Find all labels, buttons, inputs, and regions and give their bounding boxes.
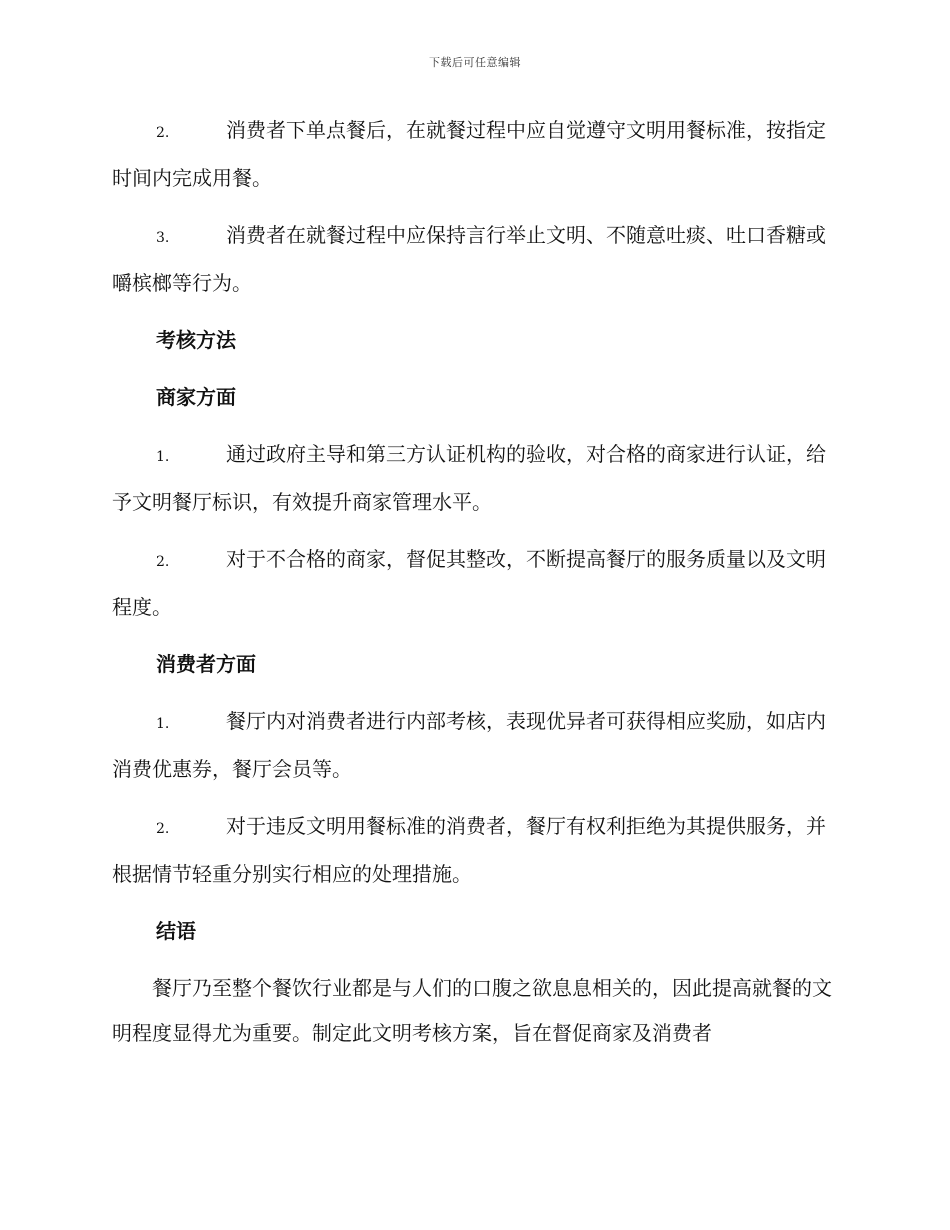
list-text: 对于不合格的商家，督促其整改，不断提高餐厅的服务质量以及文明程度。 xyxy=(112,547,826,619)
list-item xyxy=(112,432,834,525)
list-item xyxy=(112,804,834,897)
list-text: 消费者在就餐过程中应保持言行举止文明、不随意吐痰、吐口香糖或嚼槟榔等行为。 xyxy=(112,223,826,295)
list-text: 通过政府主导和第三方认证机构的验收，对合格的商家进行认证，给予文明餐厅标识，有效提升商家管理水平。 xyxy=(112,442,826,514)
list-number: 2. xyxy=(156,554,170,570)
page-header: 下载后可任意编辑 xyxy=(429,56,521,69)
list-item xyxy=(112,213,834,306)
list-item xyxy=(112,537,834,630)
section-heading-assessment: 考核方法 xyxy=(156,328,236,352)
list-text: 对于违反文明用餐标准的消费者，餐厅有权利拒绝为其提供服务，并根据情节轻重分别实行相应的处理措施。 xyxy=(112,814,826,886)
list-number: 1. xyxy=(156,449,170,465)
list-number: 2. xyxy=(156,821,170,837)
section-heading-conclusion: 结语 xyxy=(156,919,196,943)
list-number: 1. xyxy=(156,716,170,732)
list-number: 3. xyxy=(156,230,170,246)
list-item xyxy=(112,108,834,201)
section-heading-consumers: 消费者方面 xyxy=(156,652,256,676)
section-heading-merchants: 商家方面 xyxy=(156,385,236,409)
conclusion-paragraph: 餐厅乃至整个餐饮行业都是与人们的口腹之欲息息相关的，因此提高就餐的文明程度显得尤为重要。制定此文明考核方案，旨在督促商家及消费者 xyxy=(112,976,832,1045)
list-item xyxy=(112,699,834,792)
list-number: 2. xyxy=(156,125,170,141)
list-text: 消费者下单点餐后，在就餐过程中应自觉遵守文明用餐标准，按指定时间内完成用餐。 xyxy=(112,118,826,190)
list-text: 餐厅内对消费者进行内部考核，表现优异者可获得相应奖励，如店内消费优惠券，餐厅会员等。 xyxy=(112,709,826,781)
document-body xyxy=(112,108,834,1056)
